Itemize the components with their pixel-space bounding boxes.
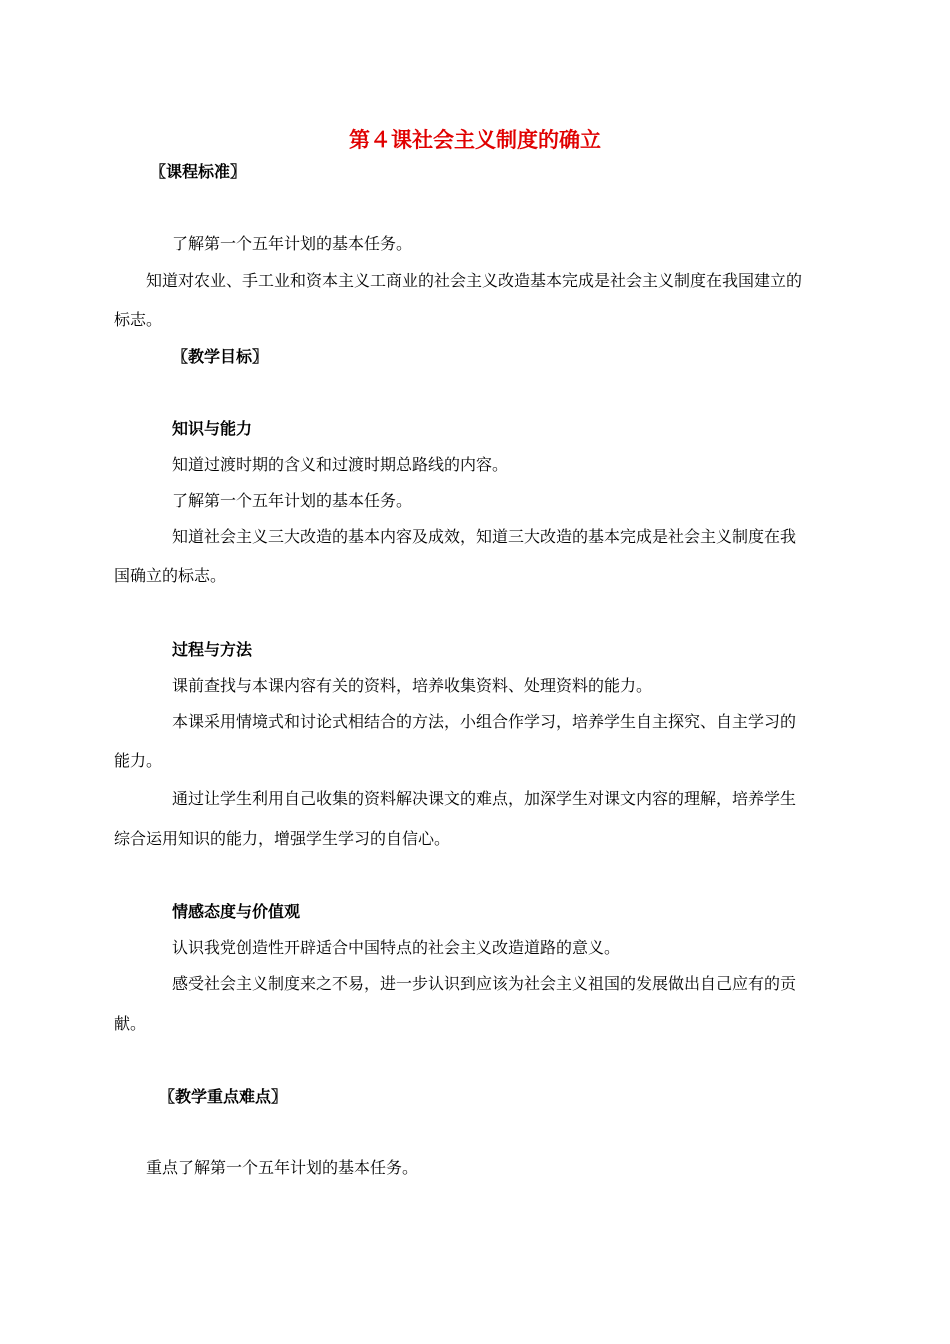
paragraph-continuation: 献。 [114,1014,147,1033]
paragraph: 知道过渡时期的含义和过渡时期总路线的内容。 [172,455,509,474]
paragraph-continuation: 综合运用知识的能力，增强学生学习的自信心。 [114,829,451,848]
paragraph-continuation: 能力。 [114,751,163,770]
paragraph: 知道社会主义三大改造的基本内容及成效，知道三大改造的基本完成是社会主义制度在我 [172,527,797,546]
curriculum-standard-heading: 〖课程标准〗 [150,162,247,181]
emotion-heading: 情感态度与价值观 [172,902,301,921]
paragraph: 通过让学生利用自己收集的资料解决课文的难点，加深学生对课文内容的理解，培养学生 [172,789,797,808]
paragraph-continuation: 国确立的标志。 [114,566,227,585]
paragraph: 知道对农业、手工业和资本主义工商业的社会主义改造基本完成是社会主义制度在我国建立的 [146,271,803,290]
knowledge-heading: 知识与能力 [172,419,253,438]
key-points-heading: 〖教学重点难点〗 [159,1087,288,1106]
paragraph-continuation: 标志。 [114,310,163,329]
paragraph: 课前查找与本课内容有关的资料，培养收集资料、处理资料的能力。 [172,676,653,695]
teaching-goals-heading: 〖教学目标〗 [172,347,269,366]
paragraph: 了解第一个五年计划的基本任务。 [172,234,413,253]
paragraph: 本课采用情境式和讨论式相结合的方法，小组合作学习，培养学生自主探究、自主学习的 [172,712,797,731]
process-heading: 过程与方法 [172,640,253,659]
paragraph: 重点了解第一个五年计划的基本任务。 [146,1158,419,1177]
paragraph: 了解第一个五年计划的基本任务。 [172,491,413,510]
page-title: 第４课社会主义制度的确立 [349,128,601,152]
paragraph: 感受社会主义制度来之不易，进一步认识到应该为社会主义祖国的发展做出自己应有的贡 [172,974,797,993]
paragraph: 认识我党创造性开辟适合中国特点的社会主义改造道路的意义。 [172,938,621,957]
